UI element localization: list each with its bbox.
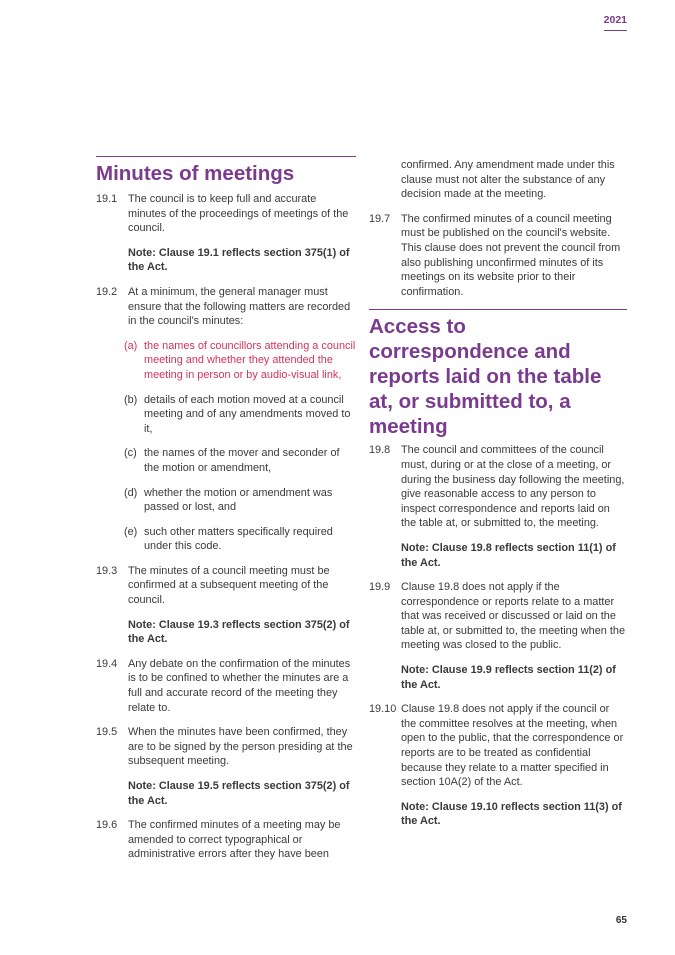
subclause-label: (b) [124,393,138,406]
subclause-text: such other matters specifically required under this code. [144,525,333,553]
subclause-text: details of each motion moved at a council meeting and of any amendments moved to it, [144,393,351,435]
subclause-label: (e) [124,525,138,538]
clause-text: The council is to keep full and accurate minutes of the proceedings of meetings of the council. [128,193,349,235]
subclause-label: (d) [124,486,138,499]
clause-text: When the minutes have been confirmed, they are to be signed by the person presiding at the subsequent meeting. [128,726,353,768]
subclause-d [124,486,356,515]
clause-19-6-continued: confirmed. Any amendment made under this clause must not alter the substance of any decision made at the meeting. [401,159,615,201]
clause-number: 19.1 [96,193,118,205]
clause-number: 19.10 [369,703,397,716]
clause-number: 19.9 [369,581,391,594]
subclause-text: whether the motion or amendment was passed or lost, and [144,486,333,514]
note-19-8: Note: Clause 19.8 reflects section 11(1) of the Act. [401,541,616,569]
clause-19-2 [96,285,356,329]
clause-text: Any debate on the confirmation of the minutes is to be confined to whether the minutes are a full and accurate record of the meeting they relate to. [128,657,351,714]
subclause-a [124,339,356,383]
right-column [369,158,627,839]
note-19-1: Note: Clause 19.1 reflects section 375(1) of the Act. [128,246,350,274]
left-column [96,156,356,872]
note-19-5: Note: Clause 19.5 reflects section 375(2) of the Act. [128,780,350,807]
clause-19-8 [369,443,627,531]
clause-19-3 [96,564,356,608]
heading-access-to-correspondence: Access to correspondence and reports laid on the table at, or submitted to, a meeting [369,315,602,439]
clause-text: The minutes of a council meeting must be confirmed at a subsequent meeting of the council. [128,564,330,607]
clause-text: The confirmed minutes of a meeting may be amended to correct typographical or administrative errors after they have been [128,819,341,861]
clause-number: 19.3 [96,564,118,577]
subclause-e [124,525,356,554]
subclause-b [124,393,356,437]
clause-number: 19.2 [96,285,118,298]
clause-number: 19.8 [369,444,391,457]
clause-19-9 [369,580,627,653]
clause-text: Clause 19.8 does not apply if the correspondence or reports relate to a matter that was received or discussed or laid on the table at, or submitted to, the meeting when the meeting was closed to the public. [401,581,625,652]
clause-19-7 [369,212,627,300]
clause-number: 19.4 [96,657,118,670]
clause-19-1 [96,192,356,236]
subclause-text: the names of councillors attending a council meeting and whether they attended the meeting in person or by audio-visual link, [144,339,356,381]
subclause-label: (a) [124,339,138,352]
clause-number: 19.7 [369,212,391,225]
clause-19-4 [96,657,356,715]
header-year: 2021 [604,14,627,31]
clause-number: 19.5 [96,726,118,739]
clause-number: 19.6 [96,819,118,832]
subclause-label: (c) [124,447,137,460]
clause-text: Clause 19.8 does not apply if the council or the committee resolves at the meeting, when open to the public, that the correspondence or reports are to be treated as confidential because they relate to a matter specified in section 10A(2) of the Act. [401,703,624,789]
heading-minutes-of-meetings: Minutes of meetings [96,162,295,185]
note-19-3: Note: Clause 19.3 reflects section 375(2) of the Act. [128,618,350,646]
subclause-text: the names of the mover and seconder of the motion or amendment, [144,447,340,474]
note-19-9: Note: Clause 19.9 reflects section 11(2) of the Act. [401,664,616,691]
clause-19-6 [96,818,356,862]
clause-19-10 [369,702,627,790]
clause-text: The council and committees of the council must, during or at the close of a meeting, or during the business day following the meeting, give reasonable access to any person to inspect correspondence and reports laid on the table at, or submitted to, the meeting. [401,444,625,530]
page-number: 65 [615,915,627,926]
clause-text: The confirmed minutes of a council meeting must be published on the council's website. This clause does not prevent the council from also publishing unconfirmed minutes of its meetings on its website prior to their confirmation. [401,212,621,298]
subclause-c [124,446,356,475]
note-19-10: Note: Clause 19.10 reflects section 11(3) of the Act. [401,800,622,828]
clause-19-5 [96,725,356,769]
clause-text: At a minimum, the general manager must ensure that the following matters are recorded in the council's minutes: [128,285,351,328]
